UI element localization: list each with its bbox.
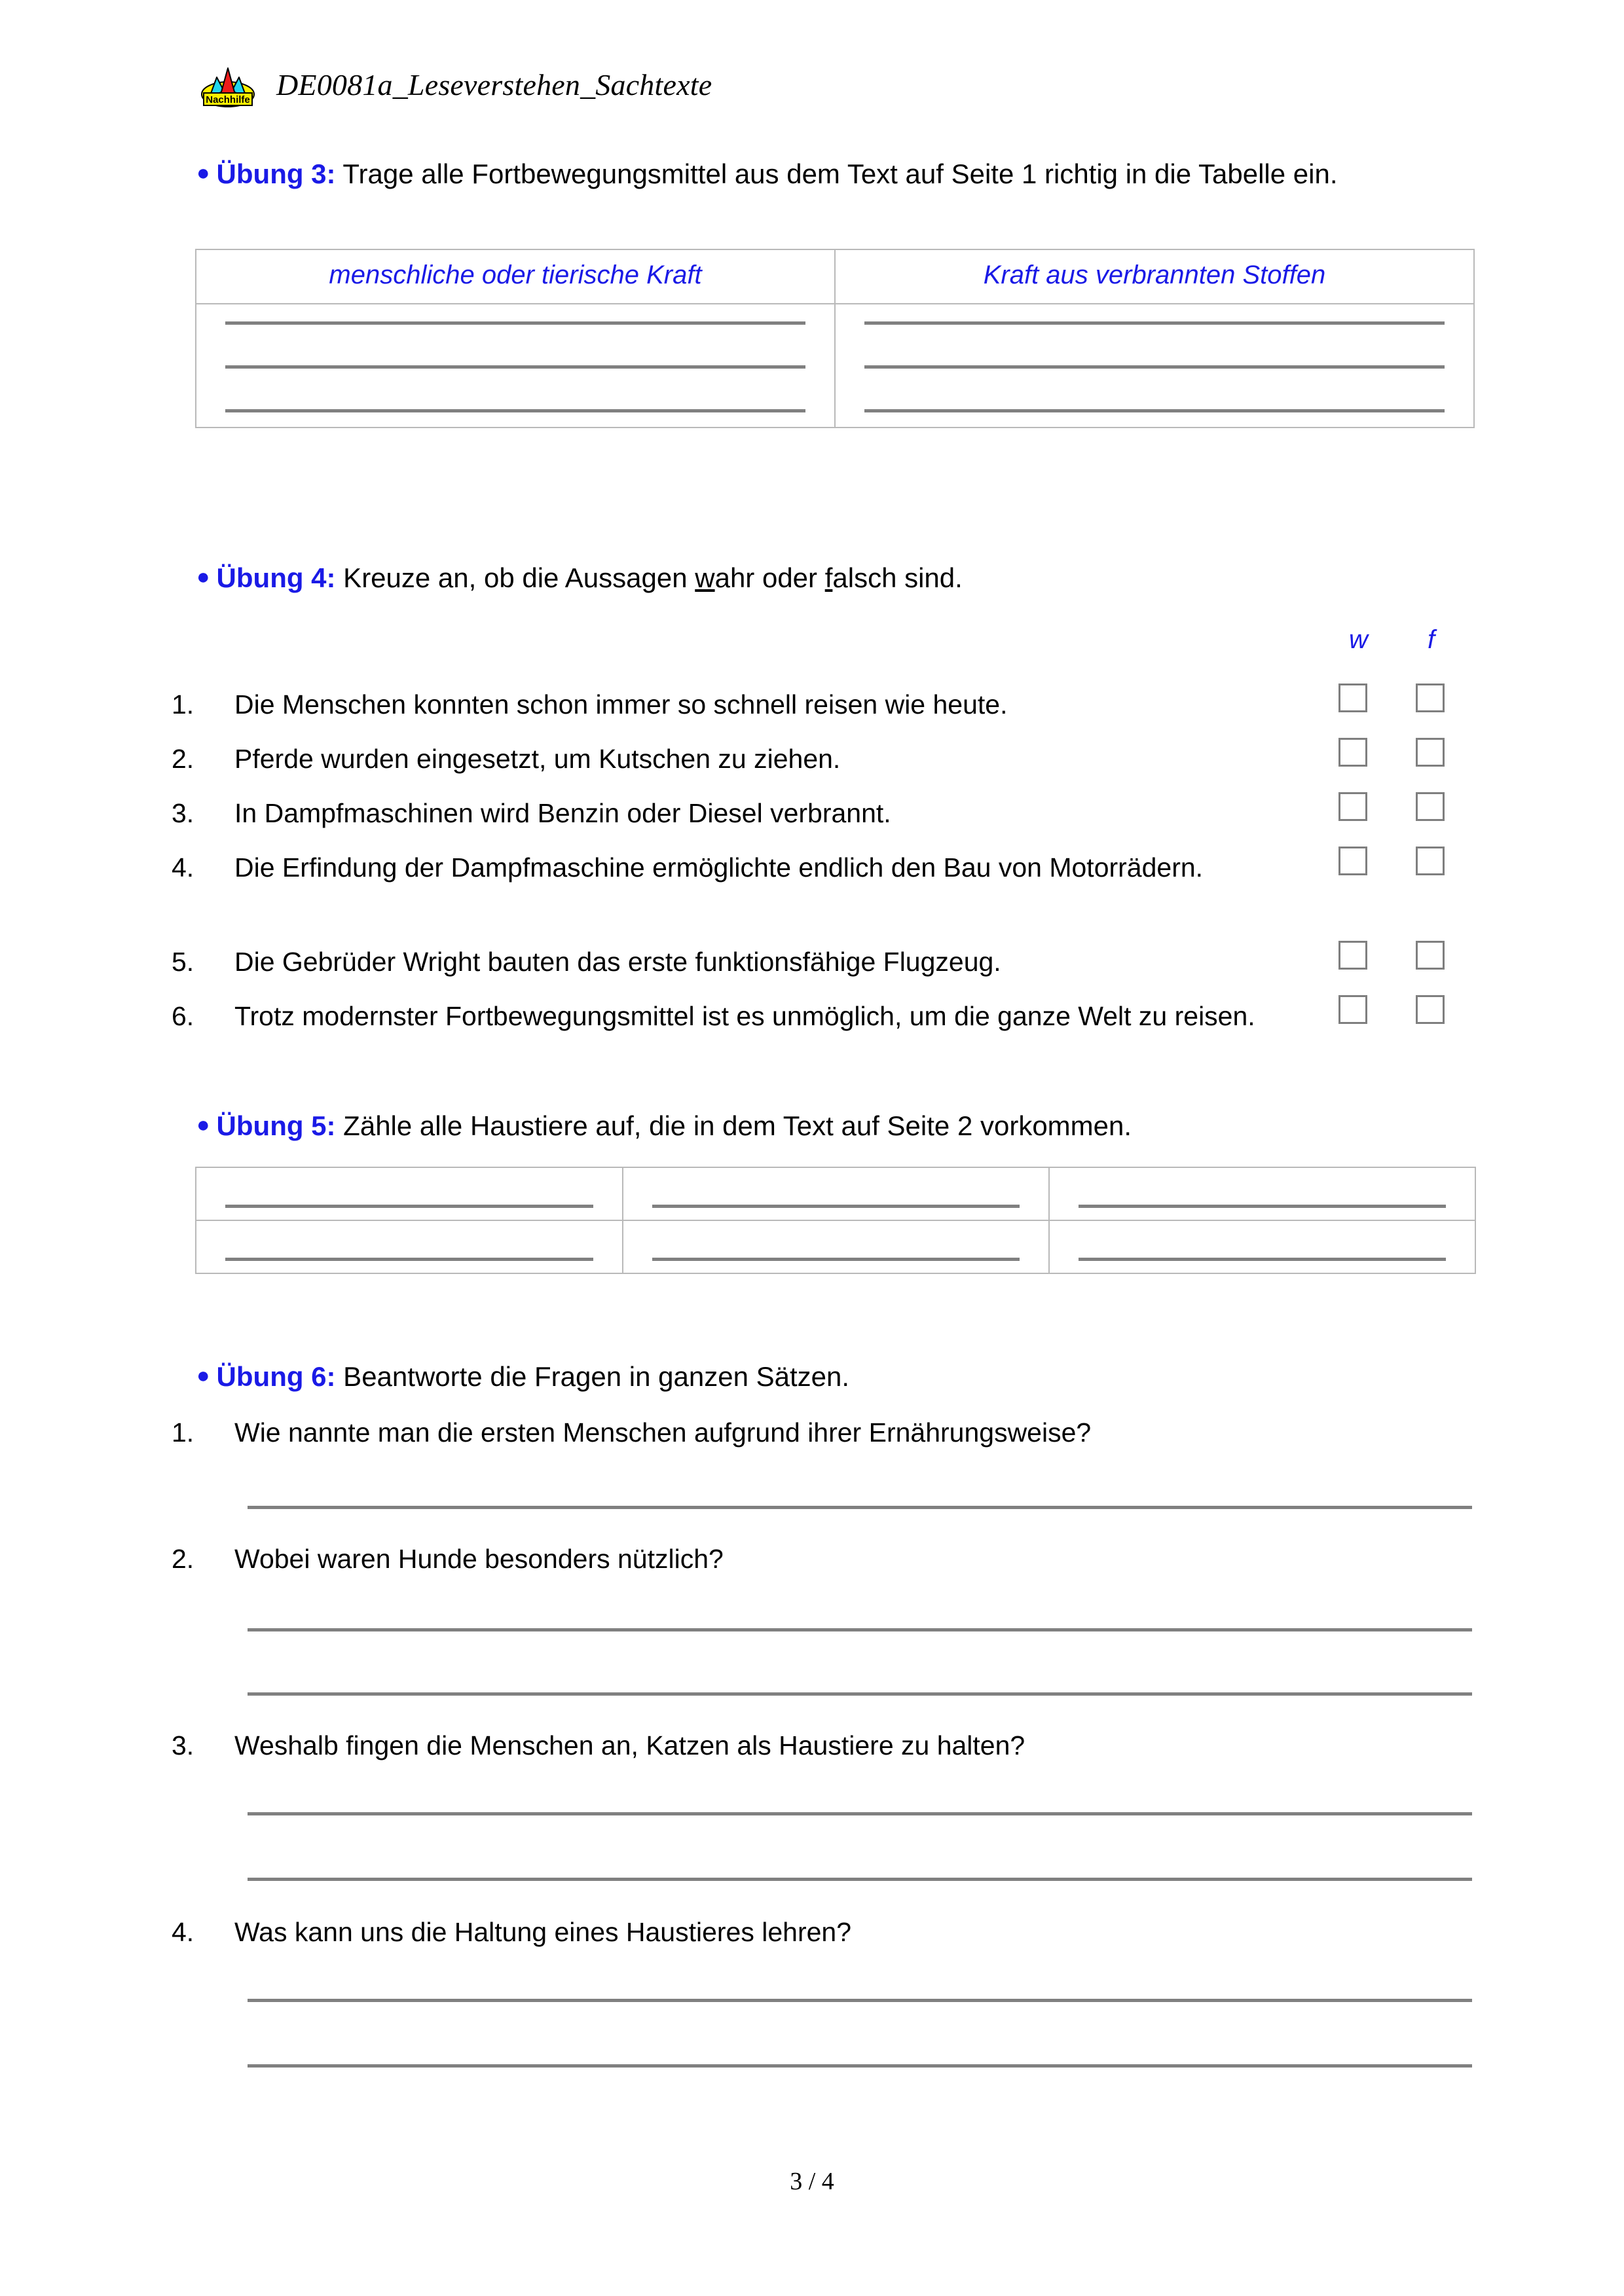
question-number: 1. xyxy=(172,1417,194,1448)
checkbox-false-1[interactable] xyxy=(1416,683,1445,712)
write-line[interactable] xyxy=(864,321,1445,325)
checkbox-false-5[interactable] xyxy=(1416,941,1445,970)
statement-text xyxy=(172,850,1277,885)
question-body: Wie nannte man die ersten Menschen aufgrund ihrer Ernährungsweise? xyxy=(234,1417,1092,1448)
answer-cell-burned-fuel-power[interactable] xyxy=(835,304,1474,428)
answer-cell-human-animal-power[interactable] xyxy=(196,304,835,428)
question-body: Was kann uns die Haltung eines Haustieres lehren? xyxy=(234,1917,852,1947)
statement-text xyxy=(172,742,1277,776)
write-line[interactable] xyxy=(1079,1205,1446,1208)
bullet-icon: ● xyxy=(196,564,210,589)
checkbox-true-1[interactable] xyxy=(1338,683,1367,712)
checkbox-true-3[interactable] xyxy=(1338,792,1367,821)
document-header xyxy=(196,60,712,109)
answer-line[interactable] xyxy=(248,1812,1472,1815)
question-row xyxy=(172,1415,1342,1450)
exercise-4-text-part3: alsch sind. xyxy=(832,562,963,593)
answer-line[interactable] xyxy=(248,1628,1472,1631)
column-header-true: w xyxy=(1349,625,1368,654)
exercise-6-instruction xyxy=(196,1358,1467,1395)
exercise-5-label: Übung 5: xyxy=(216,1110,336,1141)
bullet-icon: ● xyxy=(196,160,210,185)
write-line[interactable] xyxy=(652,1205,1020,1208)
statement-text xyxy=(172,999,1277,1034)
exercise-3-instruction xyxy=(196,156,1467,192)
page-number: 3 / 4 xyxy=(790,2168,834,2195)
checkbox-false-2[interactable] xyxy=(1416,738,1445,767)
checkbox-false-4[interactable] xyxy=(1416,847,1445,875)
statement-body: Die Gebrüder Wright bauten das erste funktionsfähige Flugzeug. xyxy=(234,947,1001,977)
exercise-4-label: Übung 4: xyxy=(216,562,336,593)
exercise-3-label: Übung 3: xyxy=(216,158,336,189)
answer-cell[interactable] xyxy=(623,1220,1049,1273)
statement-row xyxy=(172,687,1277,722)
svg-text:Nachhilfe: Nachhilfe xyxy=(206,94,250,105)
column-header-label: Kraft aus verbrannten Stoffen xyxy=(983,261,1326,289)
answer-line[interactable] xyxy=(248,1999,1472,2002)
answer-line[interactable] xyxy=(248,1692,1472,1696)
question-row xyxy=(172,1915,1342,1950)
statement-body: Pferde wurden eingesetzt, um Kutschen zu ziehen. xyxy=(234,744,841,774)
exercise-6-text: Beantworte die Fragen in ganzen Sätzen. xyxy=(335,1361,850,1392)
statement-row xyxy=(172,999,1277,1034)
write-line[interactable] xyxy=(225,365,805,369)
exercise-5-table xyxy=(195,1167,1476,1274)
checkbox-true-2[interactable] xyxy=(1338,738,1367,767)
statement-row xyxy=(172,850,1277,885)
table-row xyxy=(196,1220,1475,1273)
question-body: Wobei waren Hunde besonders nützlich? xyxy=(234,1544,724,1574)
write-line[interactable] xyxy=(225,1258,593,1261)
statement-text xyxy=(172,687,1277,722)
table-answer-row xyxy=(196,304,1474,428)
write-line[interactable] xyxy=(225,321,805,325)
page-footer xyxy=(0,2167,1624,2196)
write-line[interactable] xyxy=(225,409,805,412)
write-line[interactable] xyxy=(652,1258,1020,1261)
question-row xyxy=(172,1542,1342,1576)
write-lines-group xyxy=(1050,1221,1475,1273)
write-lines-group xyxy=(196,1168,622,1220)
statement-body: Trotz modernster Fortbewegungsmittel ist es unmöglich, um die ganze Welt zu reisen. xyxy=(234,1001,1255,1031)
question-text xyxy=(172,1915,1342,1950)
statement-number: 4. xyxy=(172,852,194,883)
write-lines-group xyxy=(1050,1168,1475,1220)
statement-number: 5. xyxy=(172,947,194,977)
column-header-false: f xyxy=(1428,625,1435,654)
header-cell-burned-fuel-power xyxy=(835,249,1474,304)
exercise-3-text: Trage alle Fortbewegungsmittel aus dem Text auf Seite 1 richtig in die Tabelle ein. xyxy=(335,158,1338,189)
question-text xyxy=(172,1415,1342,1450)
table-header-row xyxy=(196,249,1474,304)
write-lines-group xyxy=(196,1221,622,1273)
answer-line[interactable] xyxy=(248,1878,1472,1881)
statement-number: 3. xyxy=(172,798,194,828)
question-text xyxy=(172,1728,1342,1763)
statement-text xyxy=(172,796,1277,831)
statement-body: In Dampfmaschinen wird Benzin oder Diesel verbrannt. xyxy=(234,798,891,828)
write-lines-group xyxy=(196,304,834,427)
exercise-3-table xyxy=(195,249,1475,428)
bullet-icon: ● xyxy=(196,1112,210,1137)
exercise-4-underlined-f: f xyxy=(824,562,833,593)
statement-number: 1. xyxy=(172,689,194,720)
exercise-4-underlined-w: w xyxy=(695,562,715,593)
checkbox-true-5[interactable] xyxy=(1338,941,1367,970)
answer-cell[interactable] xyxy=(1049,1167,1475,1220)
answer-cell[interactable] xyxy=(196,1220,623,1273)
answer-line[interactable] xyxy=(248,2064,1472,2068)
write-line[interactable] xyxy=(225,1205,593,1208)
statement-body: Die Menschen konnten schon immer so schnell reisen wie heute. xyxy=(234,689,1008,720)
nachhilfe-logo-icon xyxy=(196,60,259,109)
table-row xyxy=(196,1167,1475,1220)
answer-cell[interactable] xyxy=(196,1167,623,1220)
checkbox-true-4[interactable] xyxy=(1338,847,1367,875)
answer-cell[interactable] xyxy=(1049,1220,1475,1273)
question-body: Weshalb fingen die Menschen an, Katzen als Haustiere zu halten? xyxy=(234,1730,1025,1760)
write-lines-group xyxy=(623,1168,1048,1220)
statement-row xyxy=(172,796,1277,831)
exercise-4-instruction xyxy=(196,560,1467,596)
statement-row xyxy=(172,742,1277,776)
exercise-5-text: Zähle alle Haustiere auf, die in dem Text auf Seite 2 vorkommen. xyxy=(335,1110,1132,1141)
answer-cell[interactable] xyxy=(623,1167,1049,1220)
exercise-4-text-part2: ahr oder xyxy=(714,562,825,593)
answer-line[interactable] xyxy=(248,1506,1472,1509)
document-title: DE0081a_Leseverstehen_Sachtexte xyxy=(276,67,712,101)
write-line[interactable] xyxy=(1079,1258,1446,1261)
write-line[interactable] xyxy=(864,409,1445,412)
column-header-label: menschliche oder tierische Kraft xyxy=(329,261,702,289)
exercise-4-text-part1: Kreuze an, ob die Aussagen xyxy=(335,562,695,593)
header-cell-human-animal-power xyxy=(196,249,835,304)
checkbox-true-6[interactable] xyxy=(1338,995,1367,1024)
exercise-5-instruction xyxy=(196,1108,1467,1144)
question-number: 2. xyxy=(172,1544,194,1574)
statement-text xyxy=(172,945,1277,979)
question-number: 3. xyxy=(172,1730,194,1760)
statement-number: 2. xyxy=(172,744,194,774)
question-row xyxy=(172,1728,1342,1763)
write-line[interactable] xyxy=(864,365,1445,369)
statement-row xyxy=(172,945,1277,979)
checkbox-false-6[interactable] xyxy=(1416,995,1445,1024)
question-text xyxy=(172,1542,1342,1576)
checkbox-false-3[interactable] xyxy=(1416,792,1445,821)
write-lines-group xyxy=(836,304,1473,427)
exercise-6-label: Übung 6: xyxy=(216,1361,336,1392)
write-lines-group xyxy=(623,1221,1048,1273)
question-number: 4. xyxy=(172,1917,194,1947)
statement-number: 6. xyxy=(172,1001,194,1031)
statement-body: Die Erfindung der Dampfmaschine ermöglichte endlich den Bau von Motorrädern. xyxy=(234,852,1204,883)
bullet-icon: ● xyxy=(196,1362,210,1388)
